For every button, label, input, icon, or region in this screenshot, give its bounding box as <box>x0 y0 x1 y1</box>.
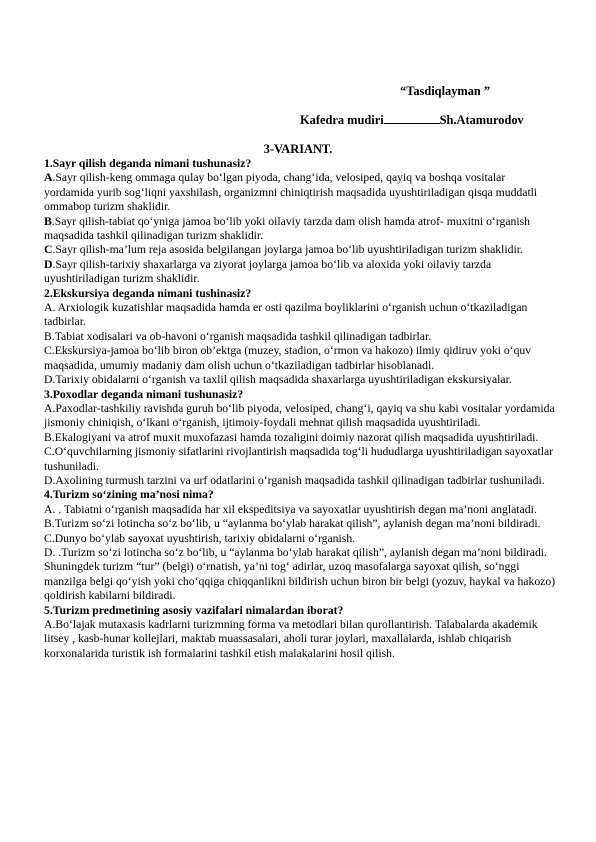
answer-option <box>44 431 556 445</box>
answer-option <box>44 243 556 257</box>
answer-text: C.O‘quvchilarning jismoniy sifatlarini rivojlantirish maqsadida tog‘li hududlarga uyushtiriladigan sayoxatlar tushuniladi. <box>44 445 554 473</box>
answer-text: A. Arxiologik kuzatishlar maqsadida hamda er osti qazilma boyliklarini o‘rganish uchun o‘tkaziladigan tadbirlar. <box>44 301 528 329</box>
signature-line <box>384 112 440 124</box>
answer-text: B.Tabiat xodisalari va ob-havoni o‘rganish maqsadida tashkil qilinadigan tadbirlar. <box>44 329 432 343</box>
variant-title: 3-VARIANT. <box>263 142 333 156</box>
question-title: 1.Sayr qilish deganda nimani tushunasiz? <box>44 157 252 170</box>
answer-option <box>44 532 556 546</box>
answer-text: .Sayr qilish-tarixiy shaxarlarga va ziyorat joylarga jamoa bo‘lib va aloxida yoki oilaviy tarzda uyushtiriladigan turizm shaklidir. <box>44 257 492 286</box>
answer-option <box>44 344 556 373</box>
approval-stamp: “Tasdiqlayman ” <box>400 84 491 98</box>
answer-option <box>44 402 556 431</box>
answer-text: D.Tarixiy obidalarni o‘rganish va taxlil qilish maqsadida shaxarlarga uyushtiriladigan ekskursiyalar. <box>44 373 512 387</box>
question-title: 3.Poxodlar deganda nimani tushunasiz? <box>44 387 244 401</box>
answer-option <box>44 171 556 214</box>
answer-text: A.Paxodlar-tashkiliy ravishda guruh bo‘lib piyoda, velosiped, chang‘i, qayiq va shu kabi vositalar yordamida jismoniy chiniqish, o‘lkani o‘rganish, ijtimoiy-foydali mehnat qilish maqsadida uyushtiriladi. <box>44 401 555 430</box>
answer-text: C.Ekskursiya-jamoa bo‘lib biron ob’ektga (muzey, stadion, o‘rmon va hakozo) ilmiy qidiruv yoki o‘quv maqsadida, umumiy madaniy dam olish uchun o‘tkaziladigan tadbirlar hisoblanadi. <box>44 344 532 372</box>
answer-text: C.Dunyo bo‘ylab sayoxat uyushtirish, tarixiy obidalarni o‘rganish. <box>44 531 356 545</box>
question-title: 2.Ekskursiya deganda nimani tushinasiz? <box>44 286 252 300</box>
answer-option <box>44 618 556 661</box>
answer-option <box>44 301 556 330</box>
answer-option <box>44 546 556 604</box>
answer-text: .Sayr qilish-keng ommaga qulay bo‘lgan piyoda, chang‘ida, velosiped, qayiq va boshqa vositalar yordamida yurib sog‘liqni yaxshilash, organizmni chiniqtirish maqsadida uyushtiriladigan qisqa muddatli ommabop turizm shaklidir. <box>44 171 538 214</box>
answer-text: D. .Turizm so‘zi lotincha so‘z bo‘lib, u “aylanma bo‘ylab harakat qilish”, aylanish degan ma’noni bildiradi. Shuningdek turizm “tur” (belgi) o‘rnatish, ya’ni tog‘ adirlar, uzoq masofalarga sayoxat qilish, so‘nggi manzilga belgi qo‘yish yoki cho‘qqiga chiqqanlikni bildirish uchun biron bir belgi (yozuv, haykal va hakozo) qoldirish kabilarni bildiradi. <box>44 545 556 603</box>
answer-letter: A <box>44 171 53 185</box>
answer-option <box>44 330 556 344</box>
answer-text: A. . Tabiatni o‘rganish maqsadida har xil ekspeditsiya va sayoxatlar uyushtirish degan ma’noni anglatadi. <box>44 502 537 516</box>
department-label: Kafedra mudiri <box>300 113 384 127</box>
answer-option <box>44 215 556 244</box>
answer-text: A.Bo‘lajak mutaxasis kadrlarni turizmning forma va metodlari bilan qurollantirish. Talabalarda akademik litsey , kasb-hunar kollejlari, maktab muassasalari, aholi turar joylari, maxallalarda, ishlab chiqarish korxonalarida turistik ish formalarini tashkil etish malakalarini hosil qilish. <box>44 618 538 660</box>
answer-option <box>44 373 556 387</box>
answer-option <box>44 517 556 531</box>
answer-text: B.Ekalogiyani va atrof muxit muxofazasi hamda tozaligini doimiy nazorat qilish maqsadida uyushtiriladi. <box>44 430 539 444</box>
answer-text: D.Axolining turmush tarzini va urf odatlarini o‘rganish maqsadida tashkil qilinadigan tadbirlar tushuniladi. <box>44 473 545 487</box>
answer-text: B.Turizm so‘zi lotincha so‘z bo‘lib, u “aylanma bo‘ylab harakat qilish”, aylanish degan ma’noni bildiradi. <box>44 517 541 531</box>
answer-letter: D <box>44 257 53 271</box>
question-title: 5.Turizm predmetining asosiy vazifalari nimalardan iborat? <box>44 603 344 617</box>
answer-option <box>44 258 556 287</box>
answer-text: .Sayr qilish-ma’lum reja asosida belgilangan joylarga jamoa bo‘lib uyushtiriladigan turizm shaklidir. <box>52 243 523 257</box>
head-name: Sh.Atamurodov <box>439 113 524 127</box>
answer-option <box>44 503 556 517</box>
answer-option <box>44 474 556 488</box>
answer-letter: B <box>44 214 52 228</box>
question-title: 4.Turizm so‘zining ma’nosi nima? <box>44 488 214 502</box>
answer-letter: C <box>44 243 53 257</box>
questions-list <box>44 157 556 661</box>
answer-option <box>44 445 556 474</box>
department-head-line <box>300 112 524 128</box>
answer-text: .Sayr qilish-tabiat qo‘yniga jamoa bo‘lib yoki oilaviy tarzda dam olish hamda atrof- muxitni o‘rganish maqsadida tashkil qilinadigan turizm shaklidir. <box>44 214 531 243</box>
